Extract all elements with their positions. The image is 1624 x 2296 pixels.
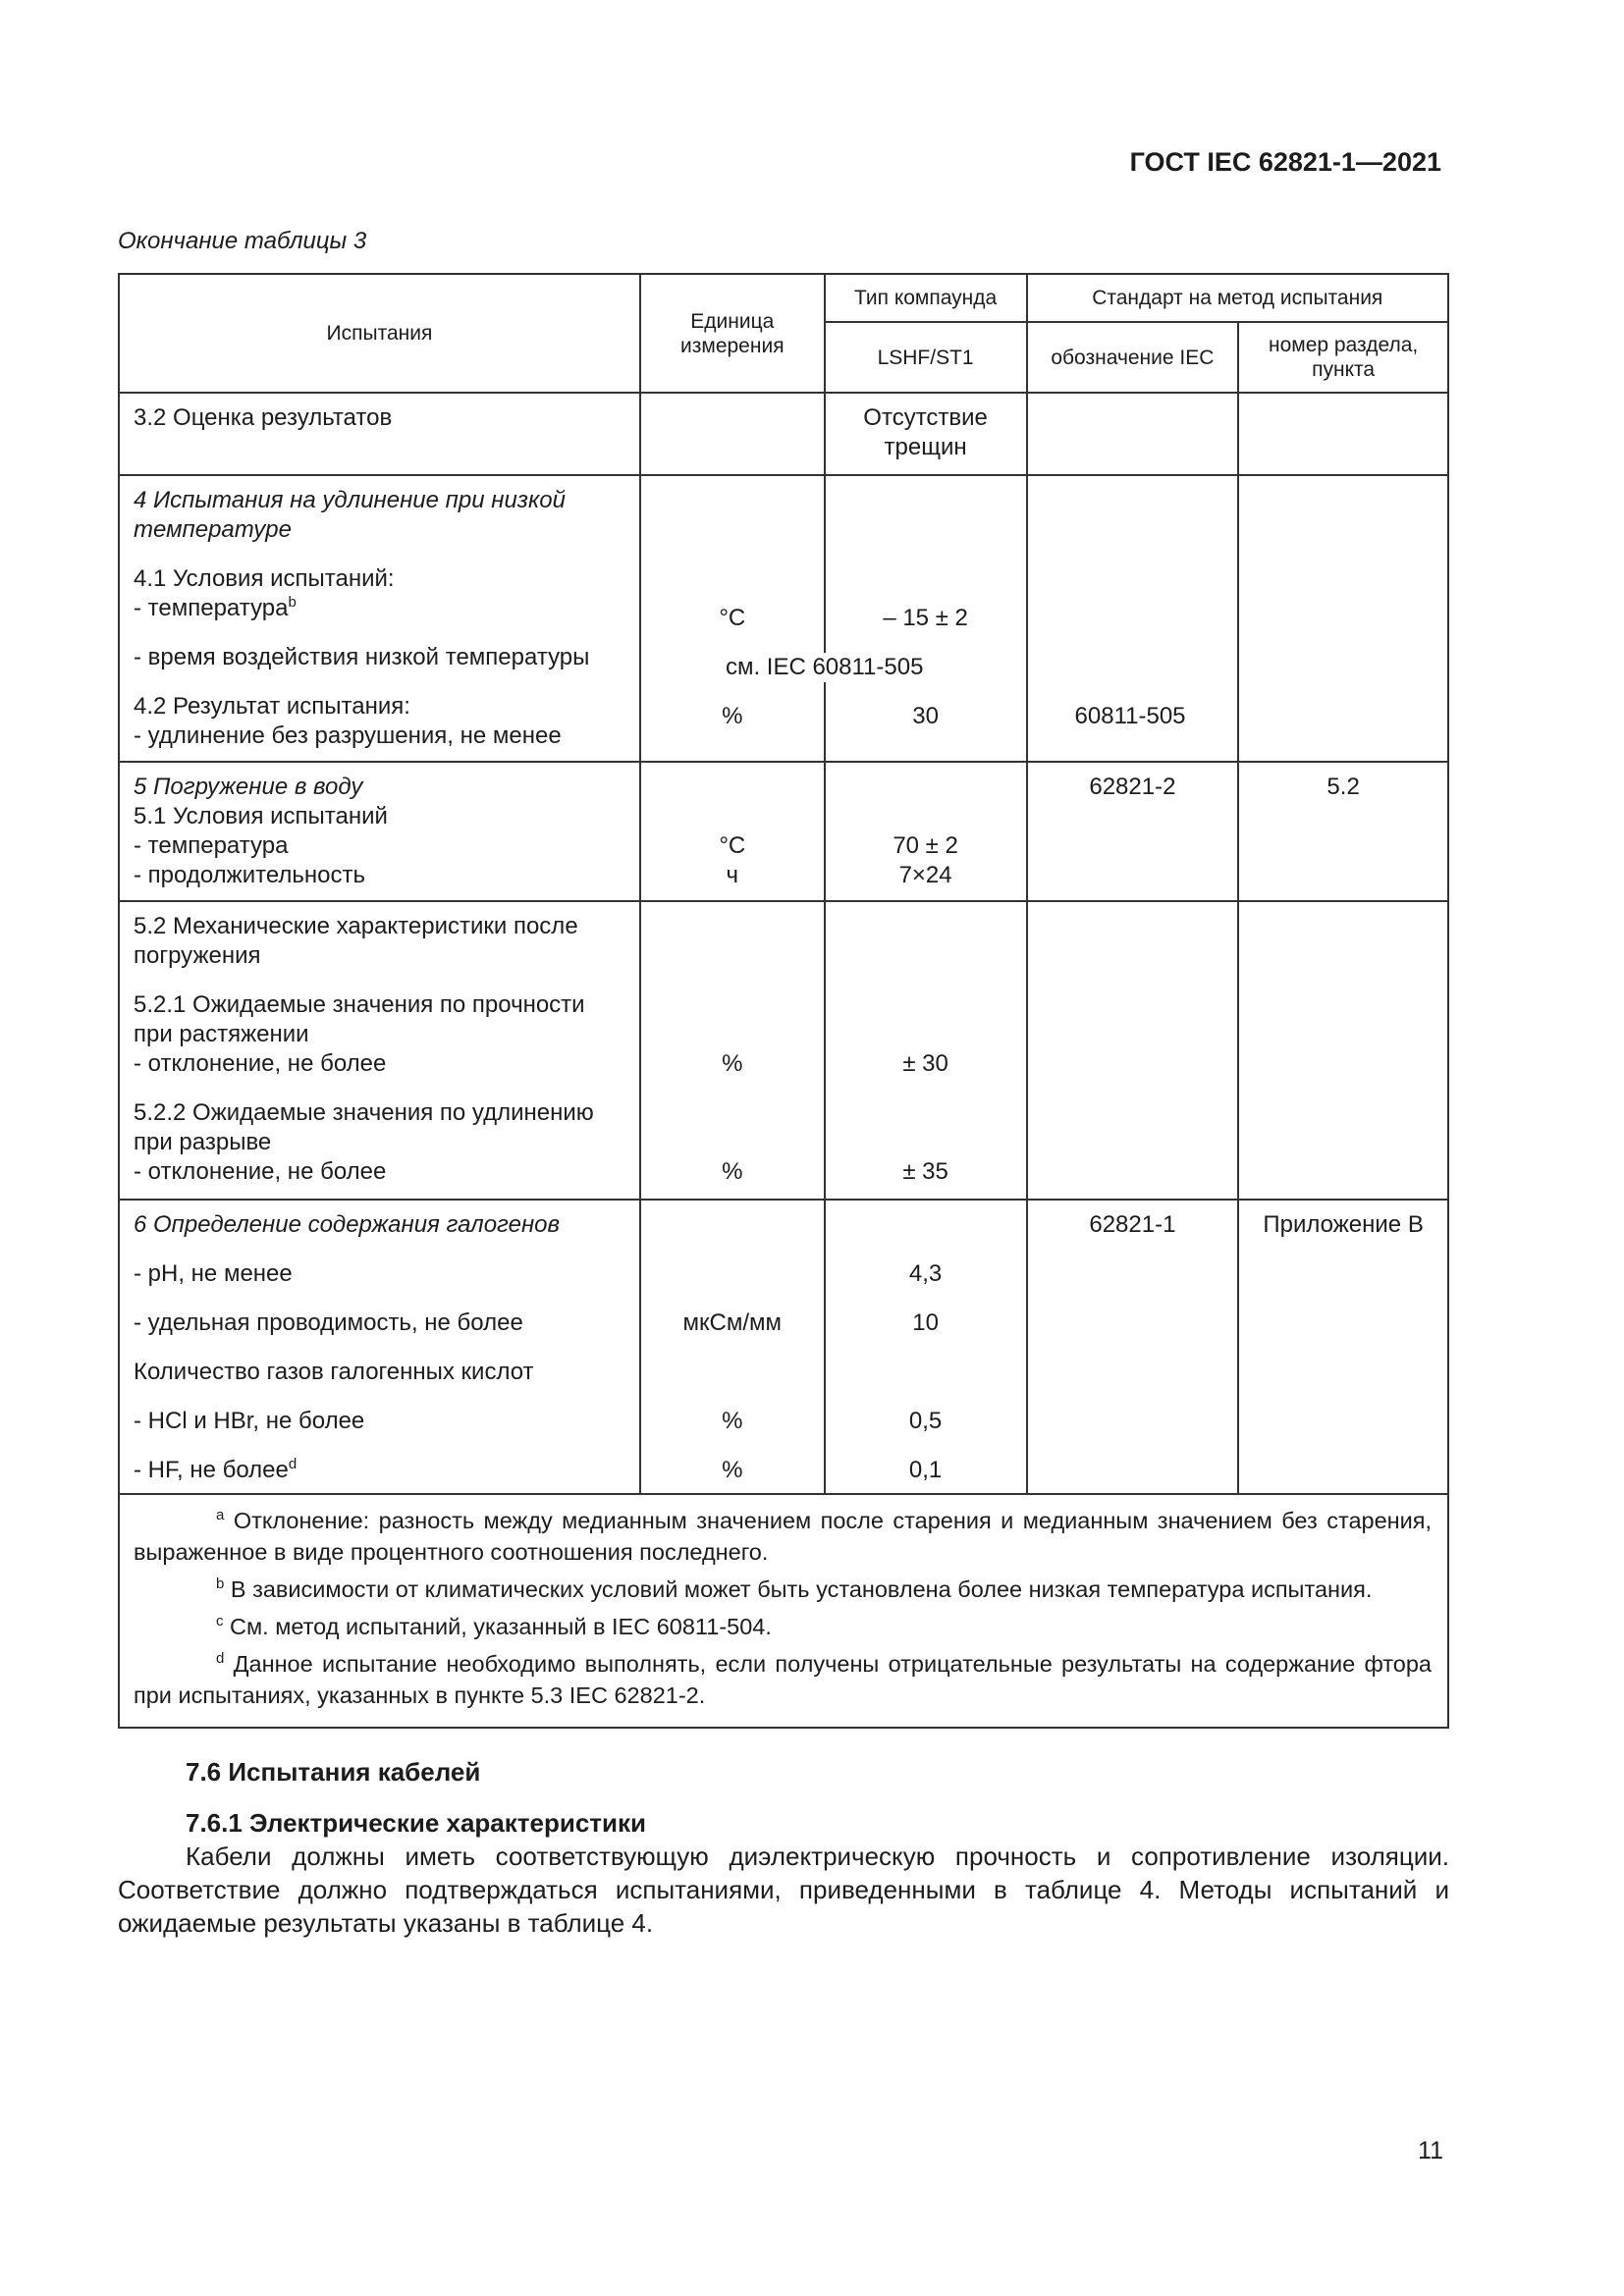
row-5-2-title-line2: погружения <box>134 942 261 969</box>
header-unit: Единица измерения <box>640 274 825 393</box>
row-5-designation: 62821-2 <box>1089 774 1176 800</box>
table-caption: Окончание таблицы 3 <box>118 228 367 254</box>
row-4-temp-unit: °C <box>719 605 746 631</box>
row-5-2-1-line3: - отклонение, не более <box>134 1050 387 1077</box>
footnote-a <box>134 1505 1432 1568</box>
table-row <box>119 475 1448 762</box>
footnote-d-text: Данное испытание необходимо выполнять, если получены отрицательные результаты на содержание фтора при испытаниях, указанных в пункте 5.3 IEC 62821-2. <box>134 1651 1432 1708</box>
header-standard: Стандарт на метод испытания <box>1027 274 1448 322</box>
footnote-ref-b: b <box>288 594 297 611</box>
row-6-title: 6 Определение содержания галогенов <box>134 1211 561 1238</box>
row-6-section: Приложение B <box>1263 1211 1424 1238</box>
row-5-temp-value: 70 ± 2 <box>893 832 958 859</box>
table-row <box>119 762 1448 901</box>
row-4-elong-value: 30 <box>912 703 939 729</box>
row-5-title: 5 Погружение в воду <box>134 774 363 800</box>
header-compound-type: Тип компаунда <box>825 274 1027 322</box>
row-5-2-2-line1: 5.2.2 Ожидаемые значения по удлинению <box>134 1099 594 1126</box>
table-row <box>119 1200 1448 1494</box>
document-id: ГОСТ IEC 62821-1—2021 <box>1129 147 1441 177</box>
row-5-temp-unit: °C <box>719 832 746 859</box>
header-tests: Испытания <box>119 274 640 393</box>
row-6-hf-unit: % <box>722 1457 743 1483</box>
header-section: номер раздела, пункта <box>1238 322 1448 393</box>
body-paragraph: Кабели должны иметь соответствующую диэлектрическую прочность и сопротивление изоляции. Соответствие должно подтверждаться испытаниями, приведенными в таблице 4. Методы испытаний и ожидаемые результаты указаны в таблице 4. <box>118 1842 1449 1938</box>
footnote-c-marker: c <box>216 1613 224 1629</box>
row-5-dur-label: - продолжительность <box>134 862 365 888</box>
row-4-time-ref: см. IEC 60811-505 <box>726 653 1020 682</box>
section-heading-7-6: 7.6 Испытания кабелей <box>186 1757 481 1787</box>
row-5-2-1-line2: при растяжении <box>134 1021 309 1047</box>
table-notes-row <box>119 1494 1448 1728</box>
test-table <box>118 273 1449 1729</box>
row-4-2-result: 4.2 Результат испытания: <box>134 693 410 720</box>
row-6-hcl-value: 0,5 <box>908 1408 943 1434</box>
table-row <box>119 393 1448 475</box>
row-5-2-2-line2: при разрыве <box>134 1129 272 1155</box>
row-5-2-2-line3: - отклонение, не более <box>134 1158 387 1185</box>
row-6-ph-value: 4,3 <box>908 1260 943 1287</box>
row-6-conductivity-label: - удельная проводимость, не более <box>134 1309 523 1336</box>
row-4-temp-label: - температура <box>134 595 289 621</box>
row-5-2-1-line1: 5.2.1 Ожидаемые значения по прочности <box>134 991 585 1018</box>
footnote-d <box>134 1648 1432 1711</box>
row-5-2-2-unit: % <box>722 1158 743 1185</box>
row-5-section: 5.2 <box>1326 774 1360 800</box>
row-6-hf-label: - HF, не более <box>134 1457 289 1483</box>
footnote-c-text: См. метод испытаний, указанный в IEC 60811-504. <box>230 1614 772 1639</box>
footnote-a-marker: a <box>216 1507 225 1523</box>
footnote-ref-d: d <box>288 1456 298 1472</box>
footnote-b <box>134 1574 1432 1605</box>
section-heading-7-6-1: 7.6.1 Электрические характеристики <box>186 1808 647 1838</box>
table-row <box>119 901 1448 1200</box>
row-5-1-conditions: 5.1 Условия испытаний <box>134 803 388 829</box>
row-4-temp-value: – 15 ± 2 <box>883 605 968 631</box>
row-6-hcl-unit: % <box>722 1408 743 1434</box>
row-6-conductivity-value: 10 <box>912 1309 939 1336</box>
row-6-conductivity-unit: мкСм/мм <box>682 1309 783 1336</box>
row-5-2-2-value: ± 35 <box>902 1158 948 1185</box>
page-number: 11 <box>1418 2137 1443 2164</box>
row-5-2-title-line1: 5.2 Механические характеристики после <box>134 913 578 939</box>
header-designation: обозначение IEC <box>1027 322 1239 393</box>
row-6-hf-value: 0,1 <box>908 1457 943 1483</box>
row-4-time-label: - время воздействия низкой температуры <box>134 644 590 670</box>
row-6-designation: 62821-1 <box>1089 1211 1176 1238</box>
row-3-2-test: 3.2 Оценка результатов <box>134 404 393 431</box>
row-4-designation: 60811-505 <box>1074 703 1186 729</box>
row-5-dur-unit: ч <box>726 862 739 888</box>
row-4-1-conditions: 4.1 Условия испытаний: <box>134 565 395 592</box>
table-header-row-1 <box>119 274 1448 322</box>
row-5-temp-label: - температура <box>134 832 289 859</box>
row-5-dur-value: 7×24 <box>898 862 952 888</box>
footnote-d-marker: d <box>216 1650 225 1667</box>
row-6-gas-label: Количество газов галогенных кислот <box>134 1359 534 1385</box>
header-compound-name: LSHF/ST1 <box>825 322 1027 393</box>
row-5-2-1-unit: % <box>722 1050 743 1077</box>
row-4-elong-label: - удлинение без разрушения, не менее <box>134 722 562 749</box>
row-3-2-value: Отсутствие трещин <box>863 404 988 460</box>
footnote-a-text: Отклонение: разность между медианным значением после старения и медианным значением без старения, выраженное в виде процентного соотношения последнего. <box>134 1508 1433 1565</box>
row-4-elong-unit: % <box>722 703 743 729</box>
row-6-ph-label: - pH, не менее <box>134 1260 293 1287</box>
footnote-c <box>134 1611 1432 1642</box>
row-4-title: 4 Испытания на удлинение при низкой температуре <box>134 487 566 543</box>
footnote-b-text: В зависимости от климатических условий может быть установлена более низкая температура испытания. <box>230 1576 1373 1602</box>
row-6-hcl-label: - HCl и HBr, не более <box>134 1408 365 1434</box>
footnote-b-marker: b <box>216 1575 225 1592</box>
row-5-2-1-value: ± 30 <box>902 1050 948 1077</box>
